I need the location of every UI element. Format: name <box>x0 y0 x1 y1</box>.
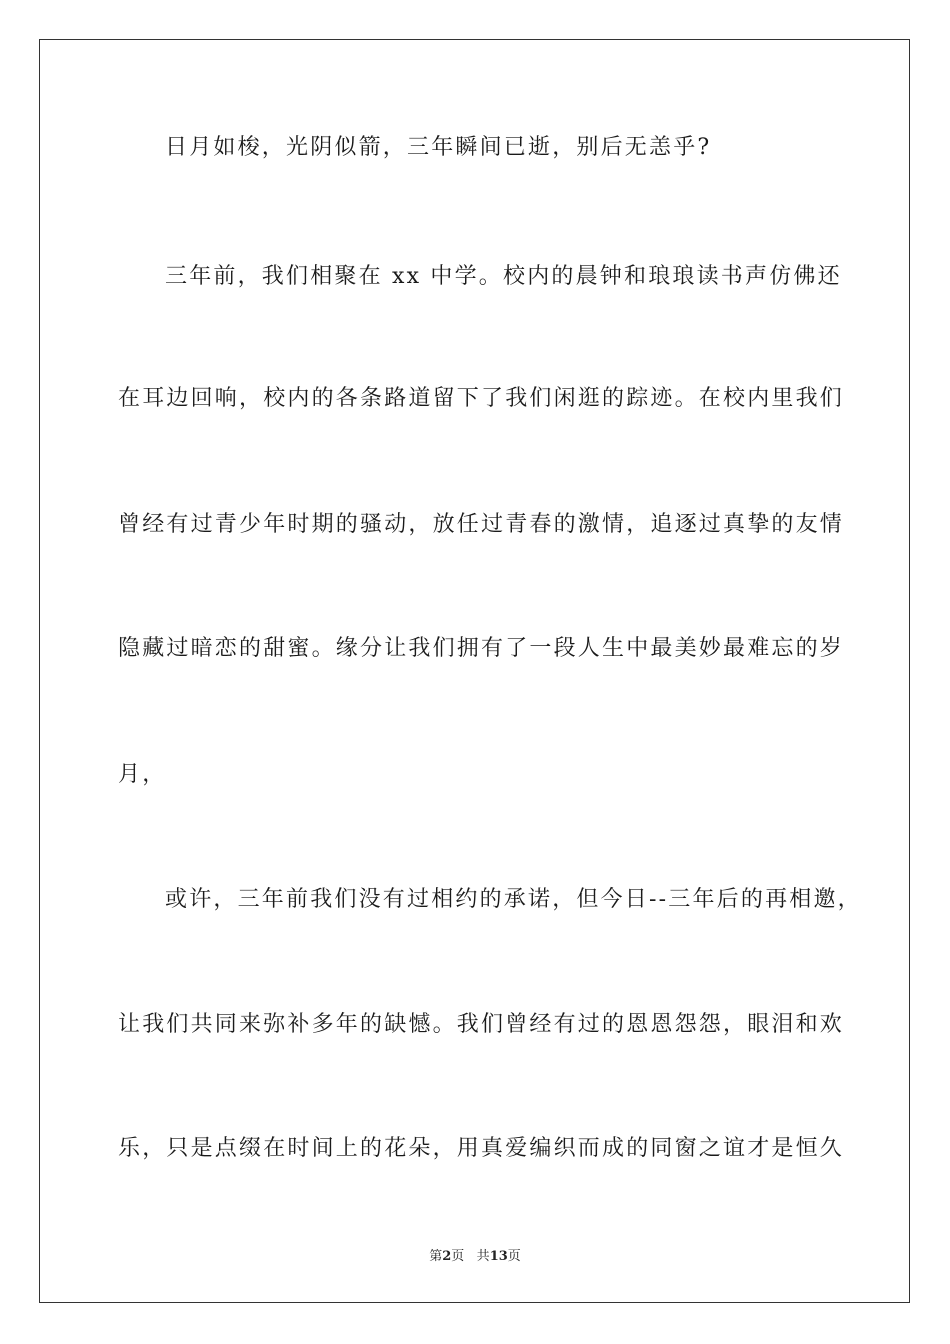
total-prefix: 共 <box>476 1249 490 1264</box>
paragraph-line-9: 乐，只是点缀在时间上的花朵，用真爱编织而成的同窗之谊才是恒久 <box>118 1136 845 1161</box>
paragraph-line-6: 月， <box>118 762 167 787</box>
page-footer <box>0 1248 950 1266</box>
paragraph-line-8: 让我们共同来弥补多年的缺憾。我们曾经有过的恩恩怨怨，眼泪和欢 <box>118 1012 845 1037</box>
page-number: 2 <box>442 1249 452 1264</box>
paragraph-line-7: 或许，三年前我们没有过相约的承诺，但今日--三年后的再相邀， <box>165 887 862 912</box>
total-suffix: 页 <box>507 1249 521 1264</box>
paragraph-line-3: 在耳边回响，校内的各条路道留下了我们闲逛的踪迹。在校内里我们 <box>118 386 845 411</box>
total-pages: 13 <box>489 1249 508 1264</box>
paragraph-line-2: 三年前，我们相聚在 xx 中学。校内的晨钟和琅琅读书声仿佛还 <box>165 264 842 289</box>
page-suffix: 页 <box>451 1249 465 1264</box>
paragraph-line-5: 隐藏过暗恋的甜蜜。缘分让我们拥有了一段人生中最美妙最难忘的岁 <box>118 636 845 661</box>
paragraph-line-4: 曾经有过青少年时期的骚动，放任过青春的激情，追逐过真挚的友情 <box>118 512 845 537</box>
paragraph-line-1: 日月如梭，光阴似箭，三年瞬间已逝，别后无恙乎? <box>165 135 712 160</box>
page-border <box>39 39 910 1303</box>
page-prefix: 第 <box>429 1249 443 1264</box>
